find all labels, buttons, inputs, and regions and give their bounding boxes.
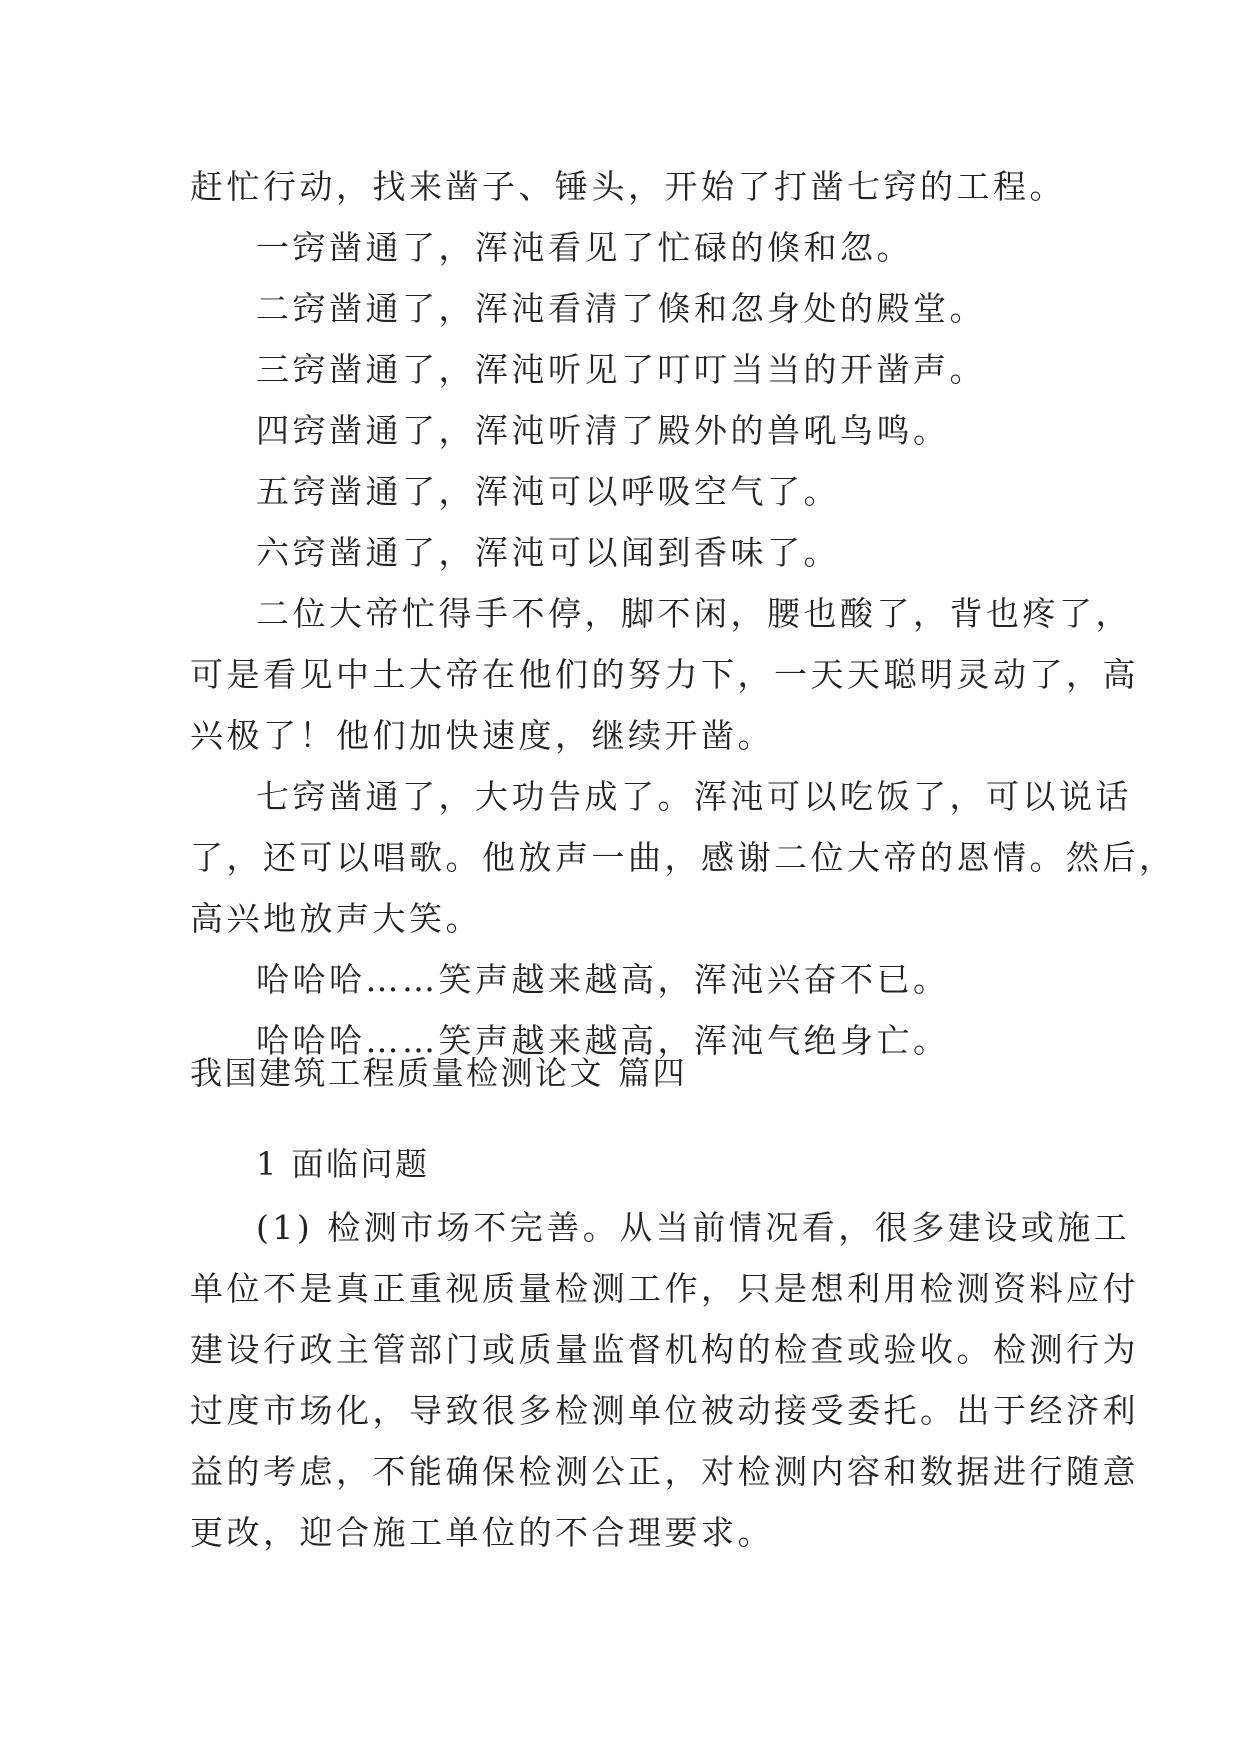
story-line: 兴极了！他们加快速度，继续开凿。 bbox=[190, 716, 774, 755]
story-line: 哈哈哈……笑声越来越高，浑沌气绝身亡。 bbox=[256, 1021, 950, 1060]
essay-part-label: 篇四 bbox=[618, 1054, 688, 1092]
story-line: 二窍凿通了，浑沌看清了倏和忽身处的殿堂。 bbox=[256, 289, 986, 328]
paragraph-line: 更改，迎合施工单位的不合理要求。 bbox=[190, 1513, 774, 1552]
paragraph-line: 单位不是真正重视质量检测工作，只是想利用检测资料应付 bbox=[190, 1269, 1139, 1308]
story-line: 五窍凿通了，浑沌可以呼吸空气了。 bbox=[256, 472, 840, 511]
story-line: 可是看见中土大帝在他们的努力下，一天天聪明灵动了，高 bbox=[190, 655, 1139, 694]
story-line: 赶忙行动，找来凿子、锤头，开始了打凿七窍的工程。 bbox=[190, 167, 1066, 206]
paragraph-line: 建设行政主管部门或质量监督机构的检查或验收。检测行为 bbox=[190, 1330, 1139, 1369]
paragraph-line: 过度市场化，导致很多检测单位被动接受委托。出于经济利 bbox=[190, 1391, 1139, 1430]
story-line: 七窍凿通了，大功告成了。浑沌可以吃饭了，可以说话 bbox=[256, 777, 1132, 816]
story-line: 哈哈哈……笑声越来越高，浑沌兴奋不已。 bbox=[256, 960, 950, 999]
story-line: 了，还可以唱歌。他放声一曲，感谢二位大帝的恩情。然后， bbox=[190, 838, 1176, 877]
story-line: 二位大帝忙得手不停，脚不闲，腰也酸了，背也疼了， bbox=[256, 594, 1132, 633]
story-line: 四窍凿通了，浑沌听清了殿外的兽吼鸟鸣。 bbox=[256, 411, 950, 450]
story-line: 三窍凿通了，浑沌听见了叮叮当当的开凿声。 bbox=[256, 350, 986, 389]
section-heading: 1 面临问题 bbox=[256, 1145, 430, 1183]
essay-paragraph bbox=[190, 1197, 1139, 1563]
paragraph-line: (1) 检测市场不完善。从当前情况看，很多建设或施工 bbox=[256, 1208, 1131, 1247]
story-text bbox=[190, 156, 1176, 1071]
essay-title-text: 我国建筑工程质量检测论文 bbox=[190, 1054, 605, 1092]
story-line: 六窍凿通了，浑沌可以闻到香味了。 bbox=[256, 533, 840, 572]
essay-title bbox=[190, 1051, 687, 1095]
paragraph-line: 益的考虑，不能确保检测公正，对检测内容和数据进行随意 bbox=[190, 1452, 1139, 1491]
story-line: 一窍凿通了，浑沌看见了忙碌的倏和忽。 bbox=[256, 228, 913, 267]
story-line: 高兴地放声大笑。 bbox=[190, 899, 482, 938]
